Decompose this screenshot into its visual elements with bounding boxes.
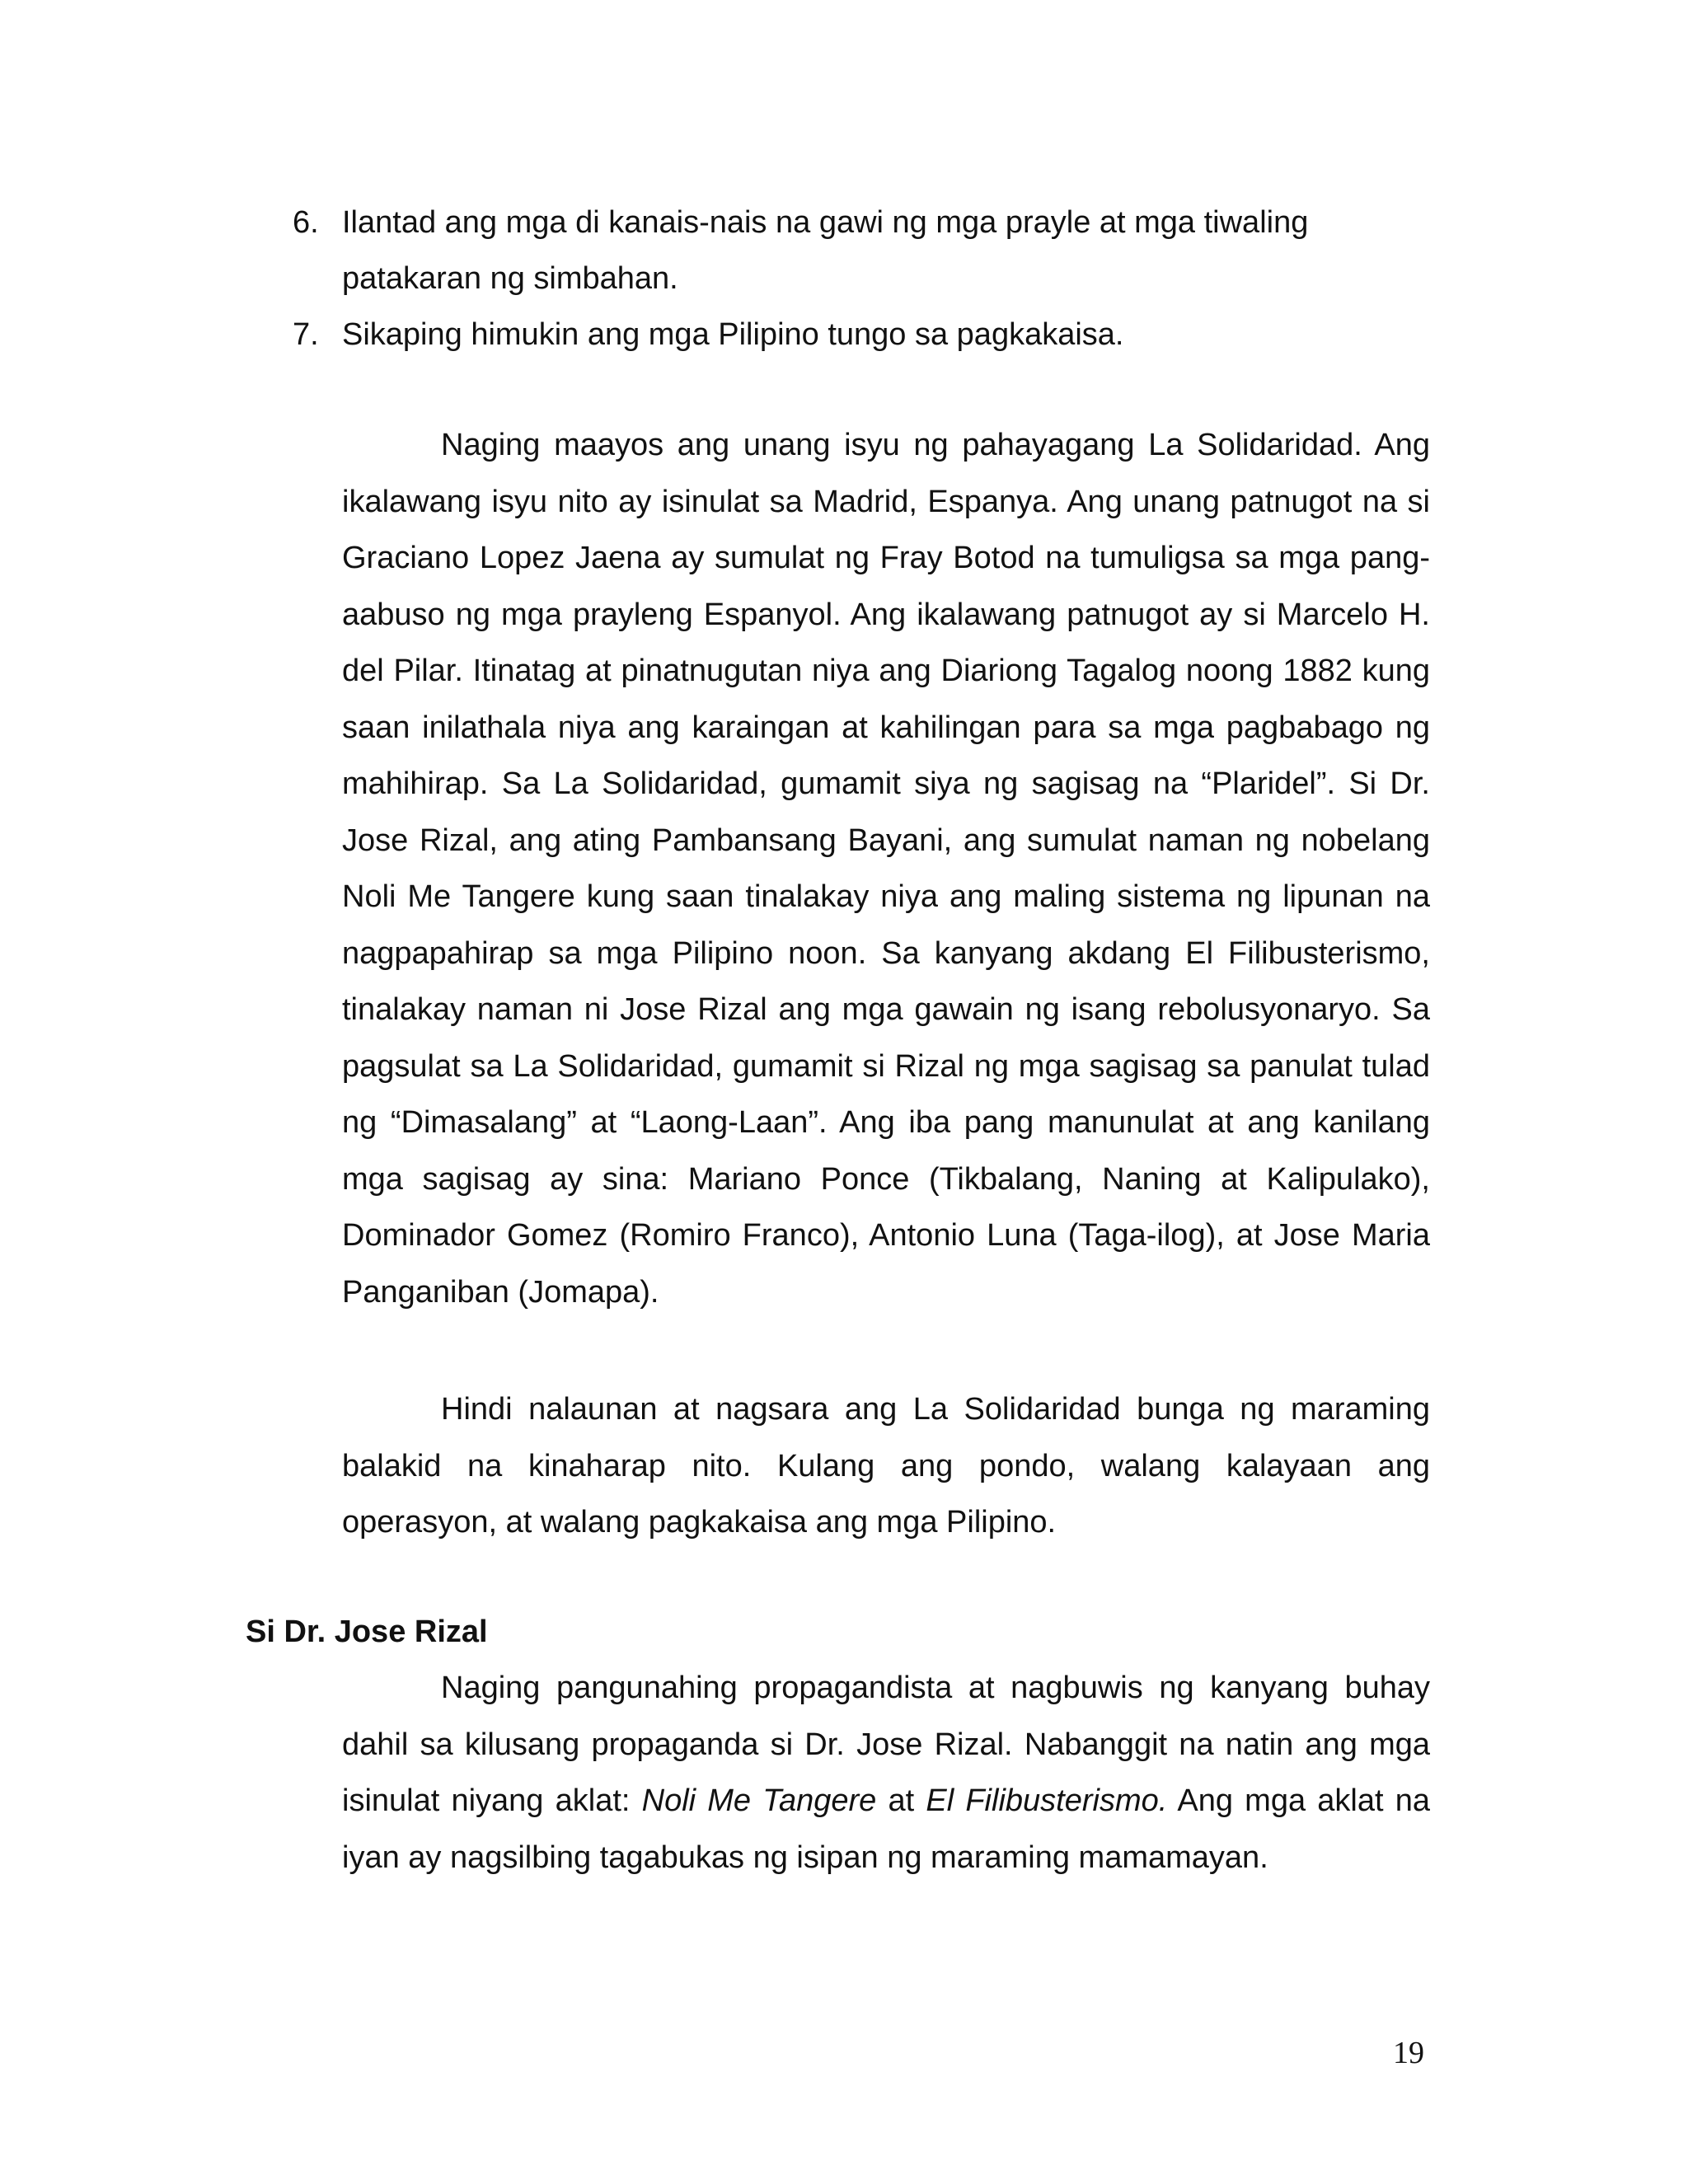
list-item-number: 6.: [293, 205, 319, 240]
book-title-fili: El Filibusterismo.: [926, 1783, 1168, 1818]
paragraph-text: at: [876, 1783, 926, 1818]
page-number: 19: [1393, 2036, 1424, 2070]
numbered-list: [293, 194, 1447, 363]
book-title-noli: Noli Me Tangere: [641, 1783, 877, 1818]
section-heading: Si Dr. Jose Rizal: [246, 1615, 488, 1649]
paragraph-closure: [342, 1381, 1430, 1551]
list-item-text: Ilantad ang mga di kanais-nais na gawi ng mga prayle at mga tiwaling patakaran ng simbahan.: [342, 205, 1309, 296]
list-item-text: Sikaping himukin ang mga Pilipino tungo sa pagkakaisa.: [342, 317, 1124, 352]
list-item-number: 7.: [293, 317, 319, 352]
paragraph-la-solidaridad: [342, 417, 1430, 1320]
list-item: [293, 194, 1447, 307]
paragraph-text: Naging pangunahing propagandista at nagbuwis ng kanyang buhay dahil sa kilusang propaganda si Dr. Jose Rizal. Nabanggit na natin ang mga isinulat niyang aklat:: [342, 1671, 1430, 1818]
list-item: [293, 307, 1447, 363]
paragraph-text: Naging maayos ang unang isyu ng pahayagang La Solidaridad. Ang ikalawang isyu nito ay isinulat sa Madrid, Espanya. Ang unang patnugot na si Graciano Lopez Jaena ay sumulat ng Fray Botod na tumuligsa sa mga pang-aabuso ng mga prayleng Espanyol. Ang ikalawang patnugot ay si Marcelo H. del Pilar. Itinatag at pinatnugutan niya ang Diariong Tagalog noong 1882 kung saan inilathala niya ang karaingan at kahilingan para sa mga pagbabago ng mahihirap. Sa La Solidaridad, gumamit siya ng sagisag na “Plaridel”. Si Dr. Jose Rizal, ang ating Pambansang Bayani, ang sumulat naman ng nobelang Noli Me Tangere kung saan tinalakay niya ang maling sistema ng lipunan na nagpapahirap sa mga Pilipino noon. Sa kanyang akdang El Filibusterismo, tinalakay naman ni Jose Rizal ang mga gawain ng isang rebolusyonaryo. Sa pagsulat sa La Solidaridad, gumamit si Rizal ng mga sagisag sa panulat tulad ng “Dimasalang” at “Laong-Laan”. Ang iba pang manunulat at ang kanilang mga sagisag ay sina: Mariano Ponce (Tikbalang, Naning at Kalipulako), Dominador Gomez (Romiro Franco), Antonio Luna (Taga-ilog), at Jose Maria Panganiban (Jomapa).: [342, 428, 1430, 1310]
paragraph-jose-rizal: [342, 1660, 1430, 1886]
paragraph-text: Hindi nalaunan at nagsara ang La Solidaridad bunga ng maraming balakid na kinaharap nito. Kulang ang pondo, walang kalayaan ang operasyon, at walang pagkakaisa ang mga Pilipino.: [342, 1392, 1430, 1540]
paragraph-text: Ang mga aklat na iyan ay nagsilbing tagabukas ng isipan ng maraming mamamayan.: [342, 1783, 1430, 1875]
